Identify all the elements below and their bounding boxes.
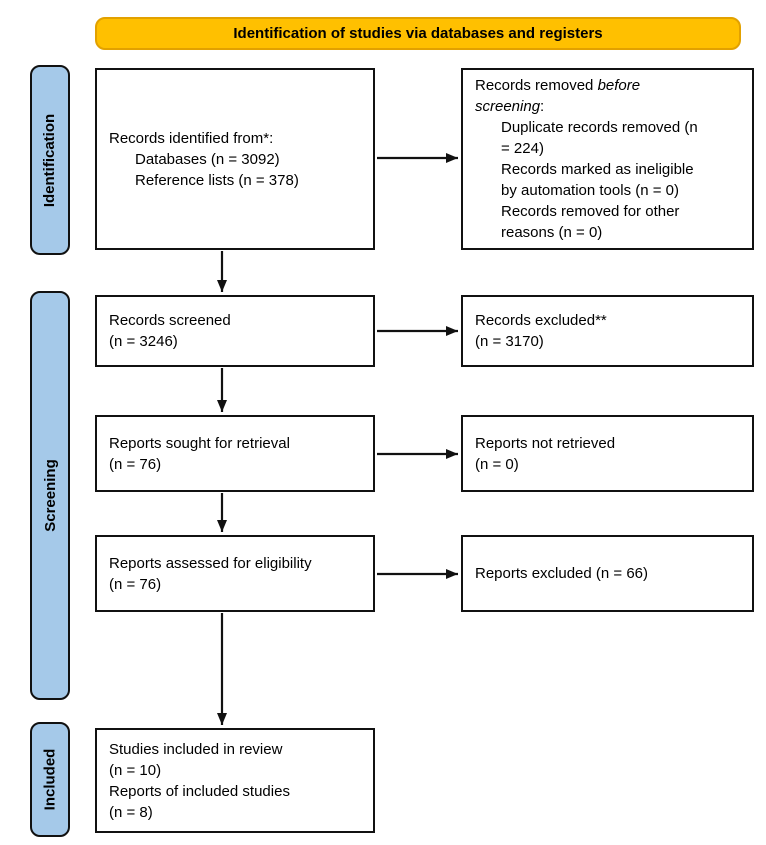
box-reports-assessed	[95, 535, 375, 612]
reports-excluded-line1: Reports excluded (n = 66)	[475, 565, 649, 582]
records-removed-title	[475, 75, 704, 117]
records-removed-title-suffix: :	[540, 98, 545, 115]
banner-identification-via-databases	[95, 17, 741, 50]
reports-included-count: (n = 8)	[109, 803, 153, 821]
reports-included-line: Reports of included studies	[109, 782, 290, 800]
records-identified-item-databases: Databases (n = 3092)	[135, 150, 280, 168]
studies-included-count: (n = 10)	[109, 761, 162, 779]
stage-label-identification: Identification	[41, 113, 59, 207]
records-removed-title-regular: Records removed	[475, 77, 598, 94]
box-reports-not-retrieved	[461, 415, 754, 492]
stage-label-screening: Screening	[41, 459, 59, 532]
reports-sought-line1: Reports sought for retrieval	[109, 434, 290, 452]
box-reports-excluded	[461, 535, 754, 612]
records-removed-item-duplicates: Duplicate records removed (n = 224)	[501, 119, 698, 157]
box-records-screened	[95, 295, 375, 367]
records-removed-item-other-reasons: Records removed for other reasons (n = 0)	[501, 203, 680, 241]
records-identified-item-reference-lists: Reference lists (n = 378)	[135, 171, 299, 189]
reports-assessed-count: (n = 76)	[109, 575, 162, 593]
studies-included-line1: Studies included in review	[109, 740, 283, 758]
box-records-removed-before-screening	[461, 68, 754, 250]
reports-sought-count: (n = 76)	[109, 455, 162, 473]
records-screened-count: (n = 3246)	[109, 333, 178, 350]
reports-assessed-line1: Reports assessed for eligibility	[109, 554, 312, 572]
reports-not-retrieved-line1: Reports not retrieved	[475, 434, 616, 452]
records-identified-title: Records identified from*:	[109, 129, 274, 147]
banner-label: Identification of studies via databases and registers	[233, 25, 603, 42]
records-removed-title-italic: before screening	[475, 77, 641, 115]
box-reports-sought	[95, 415, 375, 492]
records-screened-line1: Records screened	[109, 312, 231, 329]
box-studies-included	[95, 728, 375, 833]
records-removed-item-automation: Records marked as ineligible by automation tools (n = 0)	[501, 161, 694, 199]
box-records-excluded	[461, 295, 754, 367]
stage-bar-identification	[30, 65, 70, 255]
records-excluded-count: (n = 3170)	[475, 333, 544, 350]
stage-bar-included	[30, 722, 70, 837]
records-excluded-line1: Records excluded**	[475, 312, 607, 329]
box-records-identified	[95, 68, 375, 250]
stage-bar-screening	[30, 291, 70, 700]
reports-not-retrieved-count: (n = 0)	[475, 455, 519, 473]
stage-label-included: Included	[41, 748, 59, 811]
